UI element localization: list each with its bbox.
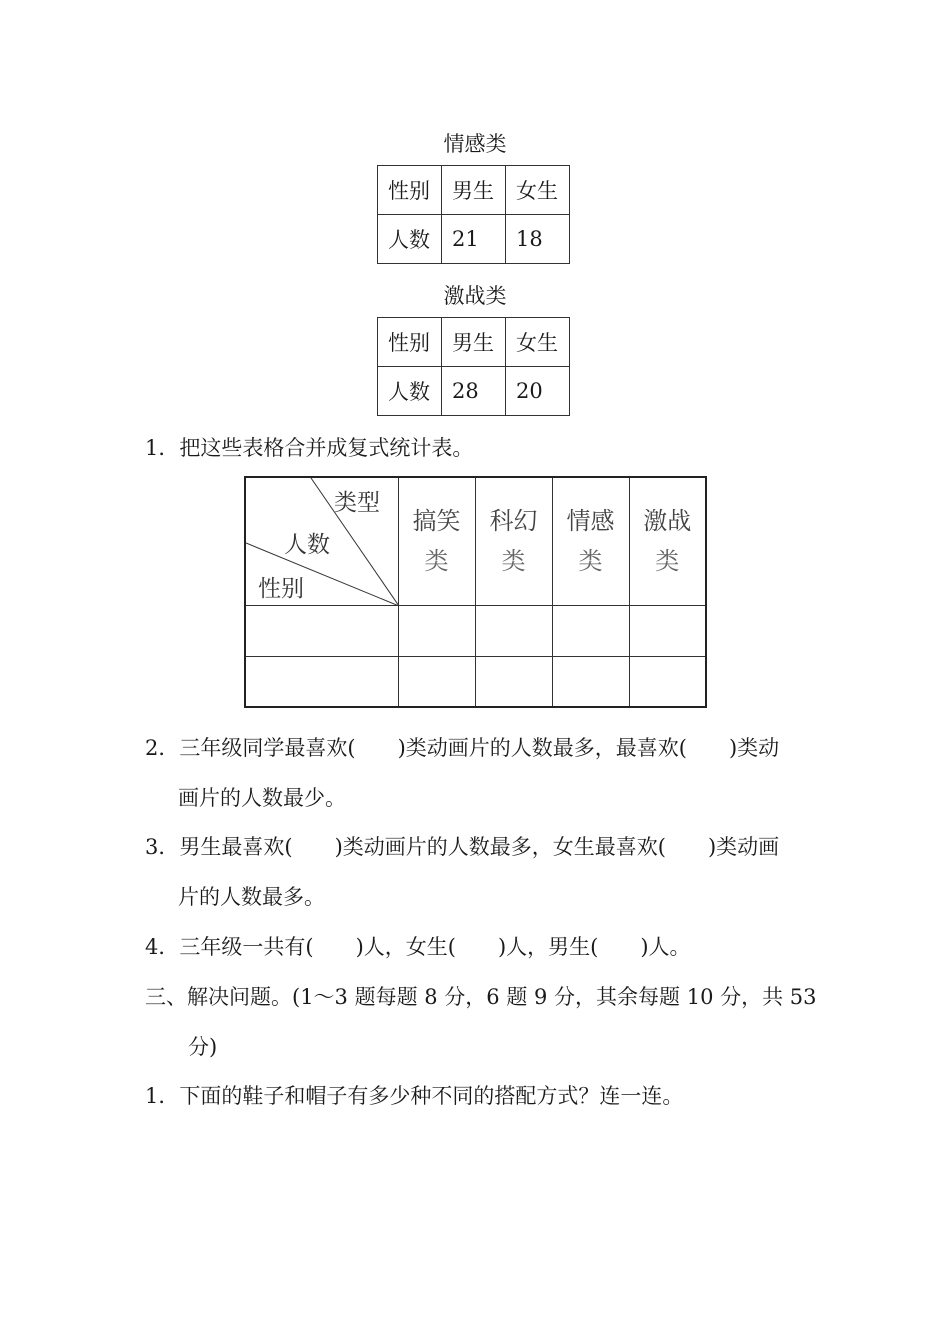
question-text: 下面的鞋子和帽子有多少种不同的搭配方式？连一连。 bbox=[179, 1084, 684, 1108]
empty-cell[interactable] bbox=[552, 656, 629, 707]
diag-label-gender: 性别 bbox=[258, 576, 304, 602]
combined-stat-table bbox=[244, 476, 707, 708]
column-header bbox=[398, 477, 475, 605]
table-cell: 女生 bbox=[506, 166, 570, 215]
table-cell: 女生 bbox=[506, 318, 570, 367]
question-text: 三年级一共有( bbox=[179, 935, 314, 959]
empty-cell[interactable] bbox=[629, 656, 706, 707]
question-text: 男生最喜欢( bbox=[179, 835, 293, 859]
table-cell: 21 bbox=[442, 215, 506, 264]
question-text: )人，女生( bbox=[355, 935, 456, 959]
question-1 bbox=[145, 432, 473, 462]
question-text: )类动画片的人数最多，最喜欢( bbox=[397, 736, 687, 760]
question-text: 把这些表格合并成复式统计表。 bbox=[179, 436, 474, 460]
header-line1: 搞笑 bbox=[412, 507, 461, 536]
empty-cell[interactable] bbox=[245, 656, 398, 707]
question-text: )人。 bbox=[640, 935, 691, 959]
header-line2: 类 bbox=[501, 547, 526, 576]
empty-cell[interactable] bbox=[552, 605, 629, 656]
question-2 bbox=[145, 732, 779, 762]
empty-cell[interactable] bbox=[398, 605, 475, 656]
table-cell: 18 bbox=[506, 215, 570, 264]
header-line2: 类 bbox=[578, 547, 603, 576]
question-text: )类动画片的人数最多，女生最喜欢( bbox=[334, 835, 666, 859]
diagonal-header-cell bbox=[245, 477, 398, 605]
question-number: 2． bbox=[145, 736, 180, 760]
diag-label-type: 类型 bbox=[334, 490, 380, 516]
empty-cell[interactable] bbox=[398, 656, 475, 707]
table-cell: 28 bbox=[442, 367, 506, 416]
table-cell: 人数 bbox=[378, 367, 442, 416]
question-text: )类动 bbox=[728, 736, 780, 760]
header-line2: 类 bbox=[655, 547, 680, 576]
table-battle bbox=[377, 317, 570, 416]
table-cell: 20 bbox=[506, 367, 570, 416]
column-header bbox=[552, 477, 629, 605]
empty-cell[interactable] bbox=[629, 605, 706, 656]
question-number: 3． bbox=[145, 835, 180, 859]
question-text: 三年级同学最喜欢( bbox=[179, 736, 356, 760]
empty-cell[interactable] bbox=[245, 605, 398, 656]
question-number: 1． bbox=[145, 436, 180, 460]
section3-question-1 bbox=[145, 1080, 683, 1110]
question-text: )人，男生( bbox=[497, 935, 599, 959]
table-caption-emotion: 情感类 bbox=[443, 132, 507, 156]
section-heading: 三、解决问题。(1～3 题每题 8 分，6 题 9 分，其余每题 10 分，共 53 bbox=[145, 985, 817, 1009]
table-caption-battle: 激战类 bbox=[443, 284, 507, 308]
question-number: 1． bbox=[145, 1084, 180, 1108]
section-heading-line2: 分) bbox=[188, 1035, 218, 1059]
header-line1: 科幻 bbox=[489, 507, 538, 536]
empty-cell[interactable] bbox=[475, 656, 552, 707]
question-number: 4． bbox=[145, 935, 180, 959]
empty-cell[interactable] bbox=[475, 605, 552, 656]
header-line1: 激战 bbox=[643, 507, 692, 536]
table-emotion bbox=[377, 165, 570, 264]
header-line2: 类 bbox=[424, 547, 449, 576]
question-2-line2: 画片的人数最少。 bbox=[178, 786, 346, 810]
column-header bbox=[629, 477, 706, 605]
table-cell: 男生 bbox=[442, 166, 506, 215]
table-cell: 性别 bbox=[378, 318, 442, 367]
question-3 bbox=[145, 831, 779, 861]
diag-label-count: 人数 bbox=[284, 532, 330, 558]
table-cell: 人数 bbox=[378, 215, 442, 264]
question-4 bbox=[145, 931, 691, 961]
question-text: )类动画 bbox=[707, 835, 780, 859]
table-cell: 性别 bbox=[378, 166, 442, 215]
question-3-line2: 片的人数最多。 bbox=[178, 885, 325, 909]
header-line1: 情感 bbox=[566, 507, 615, 536]
column-header bbox=[475, 477, 552, 605]
table-cell: 男生 bbox=[442, 318, 506, 367]
